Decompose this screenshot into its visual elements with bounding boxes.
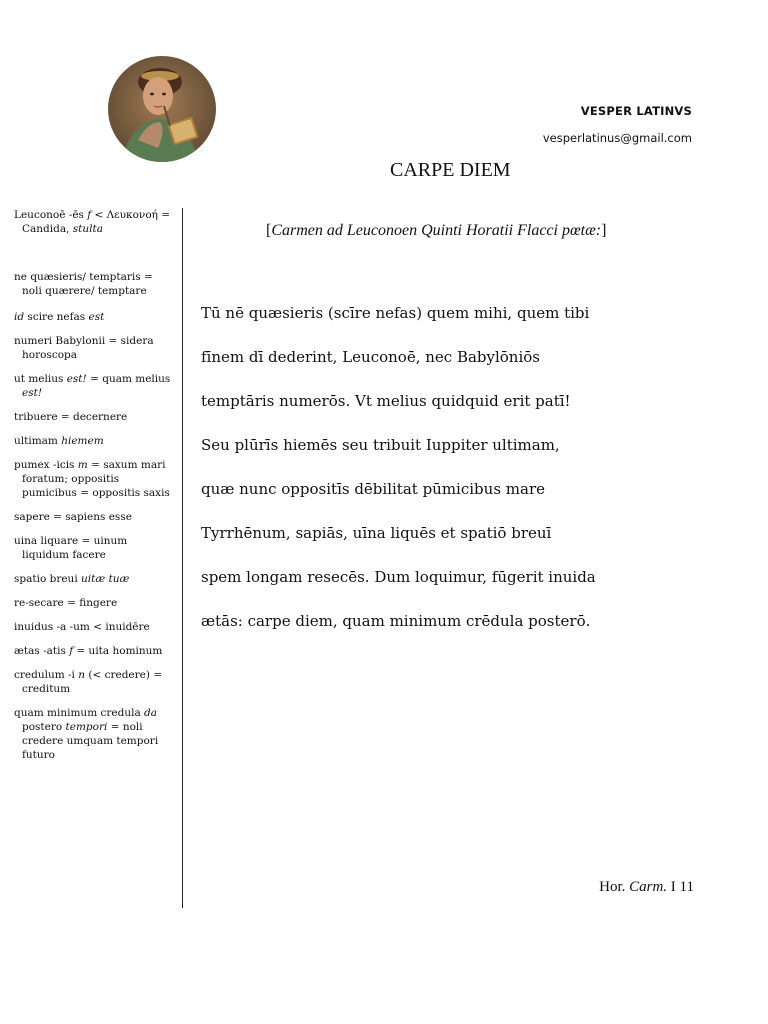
gloss-text: pumex -icis — [14, 459, 78, 471]
gloss-text: inuidus -a -um < inuidēre — [14, 621, 150, 633]
author-name: VESPER LATINVS — [580, 104, 692, 118]
gloss-text: uina liquare = uinum — [14, 535, 128, 547]
gloss-text: ultimam — [14, 435, 62, 447]
gloss-text: est! — [66, 373, 87, 385]
gloss-text: < Λευκονοή = — [91, 209, 171, 221]
gloss-text: credere umquam tempori — [22, 735, 159, 747]
gloss-text: liquidum facere — [22, 549, 106, 561]
gloss-entry — [14, 372, 184, 400]
portrait-image — [108, 56, 216, 162]
source-work: Carm. — [629, 879, 668, 895]
gloss-text: quam minimum credula — [14, 707, 145, 719]
gloss-entry — [14, 644, 184, 658]
gloss-entry — [14, 510, 184, 524]
gloss-entry — [14, 668, 184, 696]
gloss-text: tempori — [65, 721, 108, 733]
gloss-text: uitæ tuæ — [81, 573, 130, 585]
poetess-portrait — [108, 56, 216, 162]
gloss-entry — [14, 458, 184, 500]
gloss-text: est — [88, 311, 105, 323]
gloss-text: sapere = sapiens esse — [14, 511, 132, 523]
gloss-text: n — [78, 669, 86, 681]
gloss-text: re-secare = fingere — [14, 597, 118, 609]
gloss-entry — [14, 434, 184, 448]
poem-line: Tyrrhēnum, sapiās, uīna liquēs et spatiō breuī — [201, 524, 552, 542]
poem-line: fīnem dī dederint, Leuconoē, nec Babylōniōs — [201, 348, 540, 366]
gloss-text: credulum -i — [14, 669, 79, 681]
gloss-text: hiemem — [61, 435, 104, 447]
subtitle-close-bracket: ] — [601, 222, 607, 239]
gloss-text: postero — [22, 721, 66, 733]
gloss-text: f — [87, 209, 92, 221]
gloss-entry — [14, 270, 184, 298]
gloss-text: scire nefas — [24, 311, 89, 323]
poem-source — [599, 879, 694, 896]
gloss-entry — [14, 334, 184, 362]
gloss-text: noli quærere/ temptare — [22, 285, 147, 297]
gloss-text: ætas -atis — [14, 645, 70, 657]
gloss-text: numeri Babylonii = sidera — [14, 335, 154, 347]
gloss-text: futuro — [22, 749, 55, 761]
source-ref: I 11 — [670, 879, 694, 895]
column-divider — [182, 208, 183, 908]
gloss-text: est! — [22, 387, 43, 399]
gloss-text: da — [144, 707, 158, 719]
gloss-entry — [14, 208, 184, 236]
gloss-entry — [14, 410, 184, 424]
gloss-text: (< credere) = — [85, 669, 163, 681]
gloss-text: creditum — [22, 683, 71, 695]
gloss-text: pumicibus = oppositis saxis — [22, 487, 170, 499]
gloss-text: = quam melius — [86, 373, 171, 385]
gloss-entry — [14, 620, 184, 634]
gloss-text: horoscopa — [22, 349, 77, 361]
poem-line: Seu plūrīs hiemēs seu tribuit Iuppiter ultimam, — [201, 436, 560, 454]
author-email[interactable]: vesperlatinus@gmail.com — [542, 131, 692, 145]
gloss-text: ne quæsieris/ temptaris = — [14, 271, 153, 283]
source-author: Hor. — [599, 879, 626, 895]
gloss-text: = noli — [107, 721, 143, 733]
poem-subtitle — [266, 222, 606, 240]
gloss-text: spatio breui — [14, 573, 82, 585]
gloss-entry — [14, 596, 184, 610]
gloss-entry — [14, 534, 184, 562]
poem-line: spem longam resecēs. Dum loquimur, fūgerit inuida — [201, 568, 596, 586]
poem-title: CARPE DIEM — [390, 159, 511, 181]
gloss-text: stulta — [72, 223, 104, 235]
gloss-entry — [14, 706, 184, 762]
subtitle-text: Carmen ad Leuconoen Quinti Horatii Flacci pœtæ: — [271, 222, 602, 239]
gloss-text: Candida, — [22, 223, 73, 235]
gloss-text: ut melius — [14, 373, 67, 385]
subtitle-open-bracket: [ — [266, 222, 272, 239]
poem-line: quæ nunc oppositīs dēbilitat pūmicibus mare — [201, 480, 545, 498]
gloss-text: m — [77, 459, 88, 471]
gloss-text: = saxum mari — [87, 459, 166, 471]
poem-line: temptāris numerōs. Vt melius quidquid erit patī! — [201, 392, 571, 410]
poem-line: ætās: carpe diem, quam minimum crēdula posterō. — [201, 612, 591, 630]
gloss-entry — [14, 310, 184, 324]
gloss-text: tribuere = decernere — [14, 411, 128, 423]
gloss-text: foratum; oppositis — [22, 473, 120, 485]
poem-line: Tū nē quæsieris (scīre nefas) quem mihi, quem tibi — [201, 304, 590, 322]
gloss-text: f — [69, 645, 74, 657]
gloss-text: id — [14, 311, 25, 323]
gloss-text: = uita hominum — [73, 645, 163, 657]
gloss-text: Leuconoē -ēs — [14, 209, 88, 221]
gloss-entry — [14, 572, 184, 586]
